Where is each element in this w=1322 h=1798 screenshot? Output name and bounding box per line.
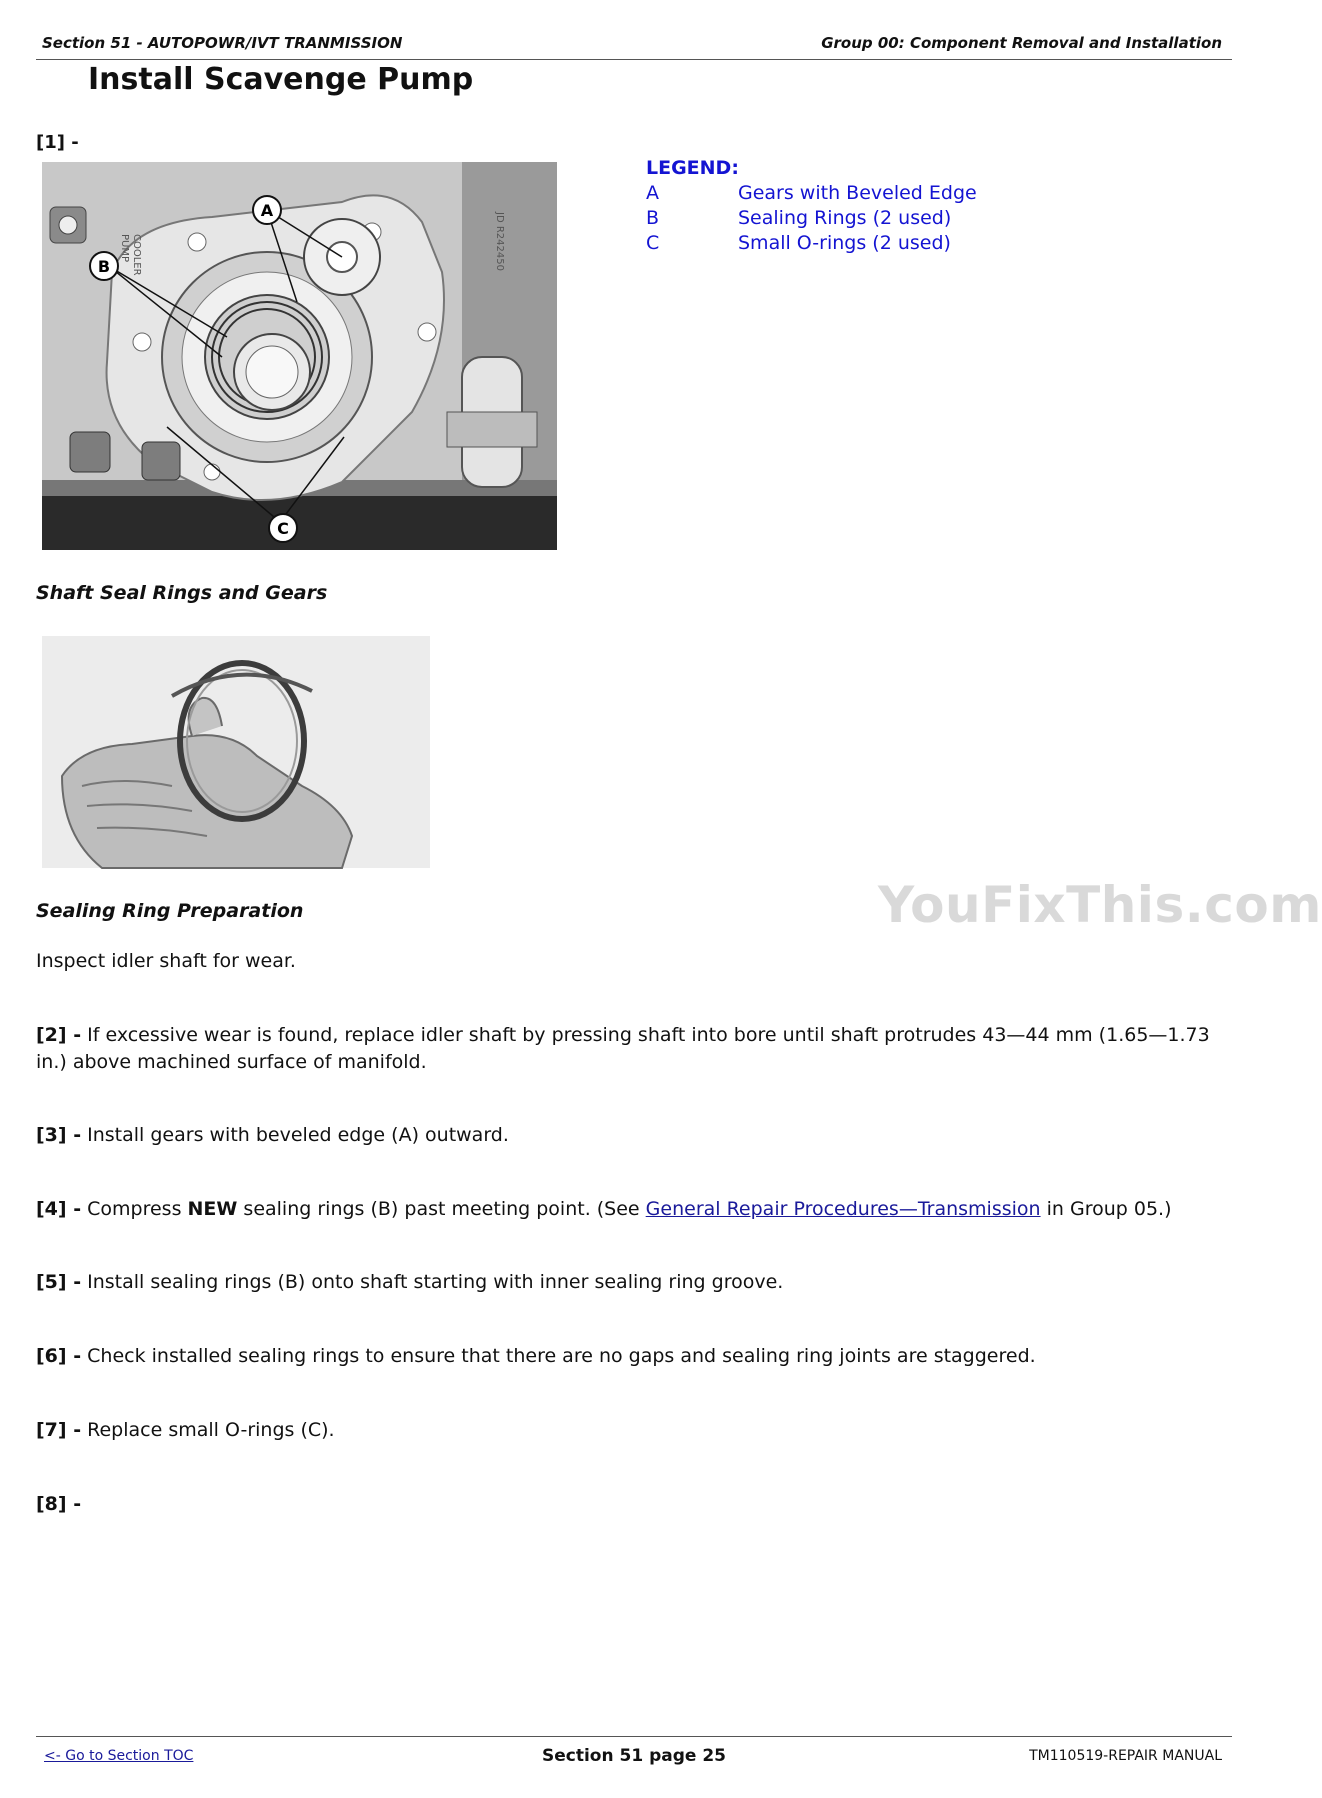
step-4-text-mid: sealing rings (B) past meeting point. (See (243, 1198, 640, 1220)
manual-id: TM110519-REPAIR MANUAL (1029, 1748, 1222, 1764)
figure-2-caption: Sealing Ring Preparation (36, 900, 304, 922)
step-8-paragraph (36, 1491, 1232, 1518)
legend-key: C (646, 232, 660, 254)
cooler-cast-text: COOLER (131, 234, 142, 276)
scavenge-pump-figure (42, 162, 557, 550)
step-7-text: Replace small O-rings (C). (87, 1419, 335, 1441)
legend-key: A (646, 182, 659, 204)
svg-text:A: A (260, 201, 274, 220)
step-4-text-post: in Group 05.) (1046, 1198, 1172, 1220)
pump-cast-text: PUMP (119, 234, 130, 263)
step-2-paragraph (36, 1022, 1232, 1076)
section-toc-link[interactable]: <- Go to Section TOC (44, 1748, 194, 1764)
step-6-text: Check installed sealing rings to ensure that there are no gaps and sealing ring joints are staggered. (87, 1345, 1036, 1367)
callout-b (90, 252, 118, 280)
watermark: YouFixThis.com (878, 876, 1322, 934)
inspect-paragraph: Inspect idler shaft for wear. (36, 950, 296, 972)
step-1-label: [1] - (36, 132, 79, 153)
footer-divider (36, 1736, 1232, 1737)
step-2-text: If excessive wear is found, replace idler shaft by pressing shaft into bore until shaft protrudes 43—44 mm (1.65—1.73 in.) above machined surface of manifold. (36, 1024, 1210, 1073)
legend-text: Sealing Rings (2 used) (738, 207, 952, 229)
legend-item (646, 181, 977, 206)
step-4-label: [4] - (36, 1198, 82, 1220)
step-3-label: [3] - (36, 1124, 82, 1146)
step-3-paragraph (36, 1122, 1232, 1149)
step-2-label: [2] - (36, 1024, 82, 1046)
header-divider (36, 59, 1232, 60)
callout-a (253, 196, 281, 224)
legend-item (646, 206, 977, 231)
section-header: Section 51 - AUTOPOWR/IVT TRANMISSION (42, 34, 403, 52)
step-7-paragraph (36, 1417, 1232, 1444)
step-6-paragraph (36, 1343, 1232, 1370)
legend-text: Gears with Beveled Edge (738, 182, 977, 204)
step-5-text: Install sealing rings (B) onto shaft starting with inner sealing ring groove. (87, 1271, 784, 1293)
legend-key: B (646, 207, 660, 229)
legend (646, 156, 977, 256)
page-title: Install Scavenge Pump (88, 62, 474, 97)
sealing-ring-photo (42, 636, 430, 868)
general-repair-procedures-link[interactable]: General Repair Procedures—Transmission (645, 1198, 1041, 1220)
step-3-text: Install gears with beveled edge (A) outward. (87, 1124, 509, 1146)
legend-text: Small O-rings (2 used) (738, 232, 951, 254)
legend-title: LEGEND: (646, 157, 739, 179)
group-header: Group 00: Component Removal and Installation (821, 34, 1222, 52)
step-5-label: [5] - (36, 1271, 82, 1293)
step-4-text-pre: Compress (87, 1198, 182, 1220)
step-5-paragraph (36, 1269, 1232, 1296)
step-7-label: [7] - (36, 1419, 82, 1441)
step-4-paragraph (36, 1196, 1232, 1223)
step-6-label: [6] - (36, 1345, 82, 1367)
svg-text:B: B (97, 257, 111, 276)
callout-c (269, 514, 297, 542)
legend-item (646, 231, 977, 256)
page-number: Section 51 page 25 (542, 1746, 726, 1766)
svg-text:C: C (277, 519, 289, 538)
step-8-label: [8] - (36, 1493, 82, 1515)
step-4-new-emphasis: NEW (187, 1198, 238, 1220)
figure-1-caption: Shaft Seal Rings and Gears (36, 582, 328, 604)
part-number-text: JD R242450 (494, 212, 505, 271)
